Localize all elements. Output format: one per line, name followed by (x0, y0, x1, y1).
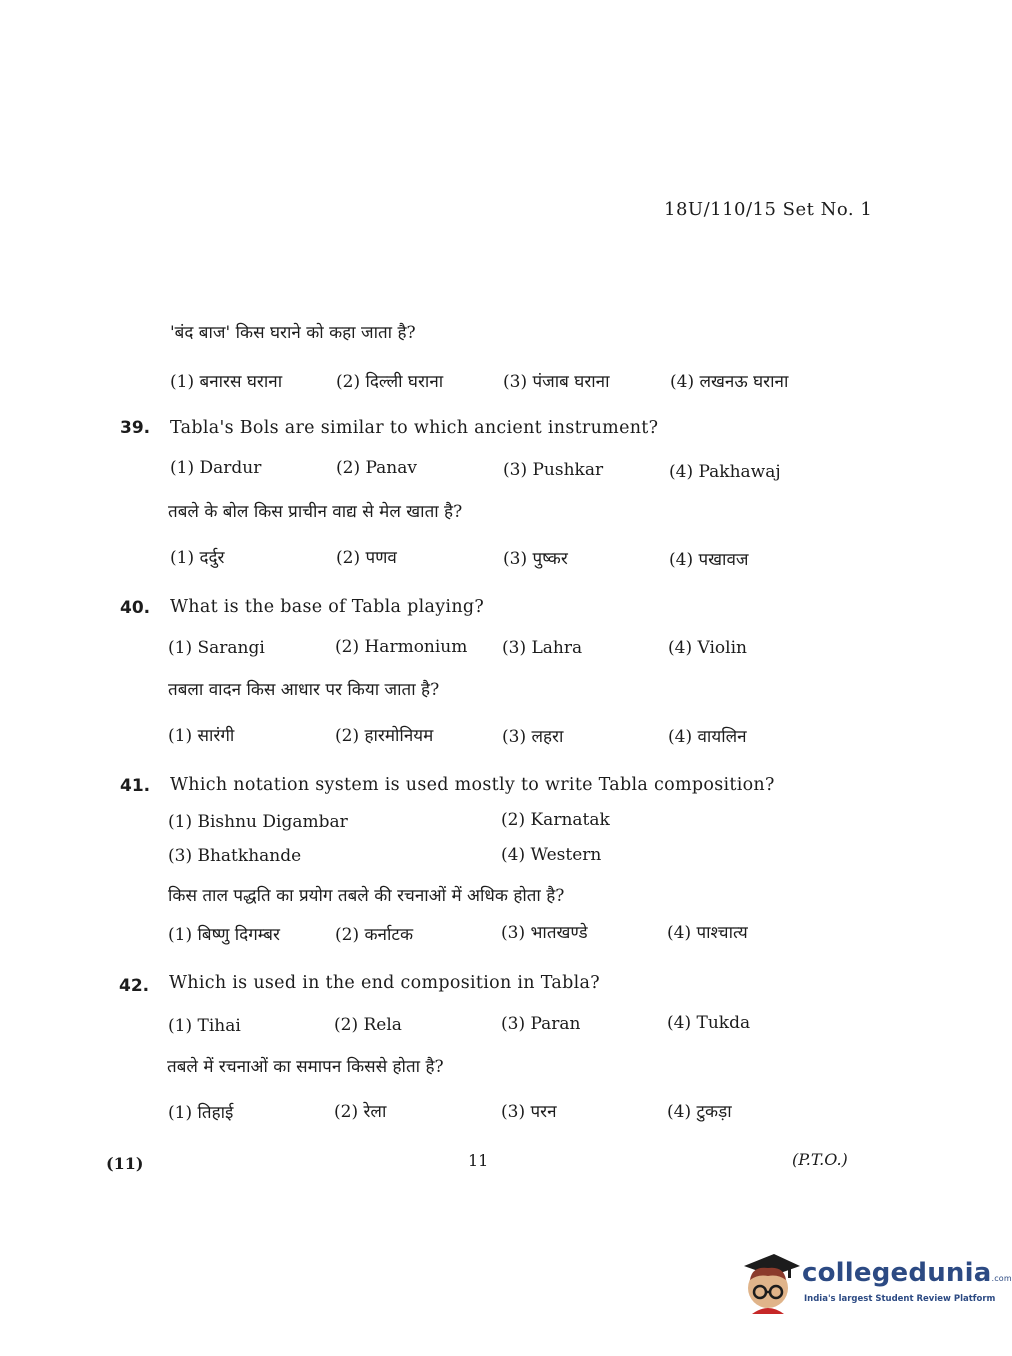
q40-hindi-option-3: (3) लहरा (502, 727, 564, 747)
q42-hindi-option-2: (2) रेला (334, 1102, 387, 1122)
q42-question: Which is used in the end composition in Tabla? (169, 973, 600, 993)
q39-number: 39. (120, 418, 151, 438)
footer-left: (11) (106, 1154, 144, 1173)
q41-hindi-question: किस ताल पद्धति का प्रयोग तबले की रचनाओं में अधिक होता है? (168, 886, 565, 906)
q40-number: 40. (120, 598, 151, 618)
q39-hindi-question: तबले के बोल किस प्राचीन वाद्य से मेल खाता है? (168, 502, 463, 522)
q41-hindi-option-2: (2) कर्नाटक (335, 925, 414, 945)
q40-hindi-option-1: (1) सारंगी (168, 726, 235, 746)
q42-hindi-question: तबले में रचनाओं का समापन किससे होता है? (167, 1057, 444, 1077)
q40-question: What is the base of Tabla playing? (170, 597, 485, 617)
q39-question: Tabla's Bols are similar to which ancient instrument? (170, 418, 659, 438)
q40-hindi-option-4: (4) वायलिन (668, 727, 747, 747)
q38-hindi-option-4: (4) लखनऊ घराना (670, 372, 789, 392)
q42-option-4: (4) Tukda (667, 1013, 751, 1033)
pto-label: (P.T.O.) (792, 1150, 848, 1169)
q42-hindi-option-1: (1) तिहाई (168, 1103, 234, 1123)
q40-option-1: (1) Sarangi (168, 638, 265, 658)
collegedunia-logo (738, 1248, 1012, 1318)
q41-option-4: (4) Western (501, 845, 602, 865)
q40-hindi-option-2: (2) हारमोनियम (335, 726, 434, 746)
q40-option-4: (4) Violin (668, 638, 747, 658)
q38-hindi-question: 'बंद बाज' किस घराने को कहा जाता है? (170, 323, 416, 343)
q41-option-3: (3) Bhatkhande (168, 846, 302, 866)
q42-option-3: (3) Paran (501, 1014, 581, 1034)
logo-tagline: India's largest Student Review Platform (804, 1294, 996, 1304)
q42-hindi-option-4: (4) टुकड़ा (667, 1102, 732, 1122)
q39-option-3: (3) Pushkar (503, 460, 604, 480)
q42-option-2: (2) Rela (334, 1015, 402, 1035)
q41-hindi-option-3: (3) भातखण्डे (501, 923, 588, 943)
q39-option-4: (4) Pakhawaj (669, 462, 781, 482)
q42-option-1: (1) Tihai (168, 1016, 241, 1036)
q41-number: 41. (120, 776, 151, 796)
q39-hindi-option-3: (3) पुष्कर (503, 549, 568, 569)
q38-hindi-option-3: (3) पंजाब घराना (503, 372, 610, 392)
paper-code: 18U/110/15 Set No. 1 (664, 199, 873, 220)
q41-option-2: (2) Karnatak (501, 810, 610, 830)
q39-option-1: (1) Dardur (170, 458, 262, 478)
logo-suffix: .com (991, 1274, 1012, 1283)
q39-hindi-option-2: (2) पणव (336, 548, 397, 568)
mascot-icon (738, 1248, 800, 1314)
q39-option-2: (2) Panav (336, 458, 417, 478)
q42-number: 42. (119, 976, 150, 996)
q40-hindi-question: तबला वादन किस आधार पर किया जाता है? (168, 680, 440, 700)
q40-option-3: (3) Lahra (502, 638, 583, 658)
q41-question: Which notation system is used mostly to write Tabla composition? (170, 775, 775, 795)
q40-option-2: (2) Harmonium (335, 637, 468, 657)
q38-hindi-option-1: (1) बनारस घराना (170, 372, 283, 392)
page-number: 11 (468, 1151, 489, 1170)
q41-hindi-option-1: (1) बिष्णु दिगम्बर (168, 925, 280, 945)
logo-brand: collegedunia (802, 1258, 992, 1288)
q41-option-1: (1) Bishnu Digambar (168, 812, 348, 832)
q41-hindi-option-4: (4) पाश्चात्य (667, 923, 748, 943)
q38-hindi-option-2: (2) दिल्ली घराना (336, 372, 444, 392)
q39-hindi-option-1: (1) दर्दुर (170, 548, 225, 568)
q39-hindi-option-4: (4) पखावज (669, 550, 749, 570)
q42-hindi-option-3: (3) परन (501, 1102, 557, 1122)
